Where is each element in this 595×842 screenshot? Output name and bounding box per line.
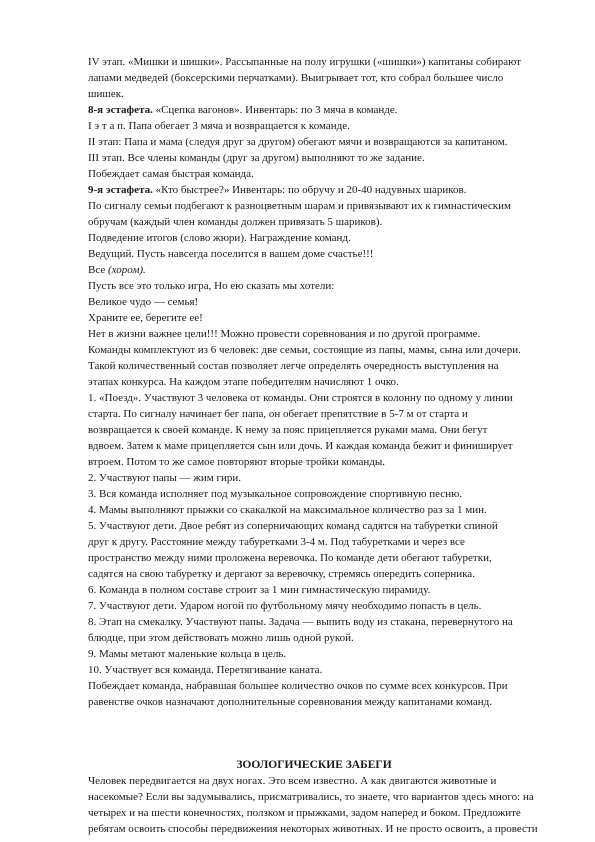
text-line xyxy=(88,230,540,246)
line-text: Подведение итогов (слово жюри). Награждение команд. xyxy=(88,232,351,244)
line-text: пространство между ними проложена веревочка. По команде дети обегают табуретки, xyxy=(88,552,492,564)
text-line xyxy=(88,630,540,646)
line-text: 2. Участвуют папы — жим гири. xyxy=(88,472,241,484)
line-text: ребятам освоить способы передвижения некоторых животных. И не просто освоить, а провести xyxy=(88,823,538,835)
text-line xyxy=(88,150,540,166)
line-text: равенстве очков назначают дополнительные соревнования между капитанами команд. xyxy=(88,696,493,708)
text-line xyxy=(88,438,540,454)
text-line xyxy=(88,470,540,486)
text-line xyxy=(88,374,540,390)
line-text: шишек. xyxy=(88,88,124,100)
text-line xyxy=(88,86,540,102)
line-text: 8. Этап на смекалку. Участвуют папы. Задача — выпить воду из стакана, перевернутого на xyxy=(88,616,513,628)
line-text: садятся на свою табуретку и дергают за веревочку, стремясь опередить соперника. xyxy=(88,568,475,580)
line-text: III этап. Все члены команды (друг за другом) выполняют то же задание. xyxy=(88,152,425,164)
line-text: Храните ее, берегите ее! xyxy=(88,312,203,324)
text-line xyxy=(88,486,540,502)
text-line xyxy=(88,422,540,438)
text-line xyxy=(88,54,540,70)
text-line xyxy=(88,773,540,789)
line-text: вдвоем. Затем к маме прицепляется сын или дочь. И каждая команда бежит и финиширует xyxy=(88,440,513,452)
text-line xyxy=(88,390,540,406)
line-text: Ведущий. Пусть навсегда поселится в вашем доме счастье!!! xyxy=(88,248,374,260)
line-text: четырех и на шести конечностях, ползком и прыжками, задом наперед и боком. Предложите xyxy=(88,807,521,819)
line-text: Команды комплектуют из 6 человек: две семьи, состоящие из папы, мамы, сына или дочери. xyxy=(88,344,521,356)
line-text: лапами медведей (боксерскими перчатками). Выигрывает тот, кто собрал большее число xyxy=(88,72,504,84)
line-text: Нет в жизни важнее цели!!! Можно провести соревнования и по другой программе. xyxy=(88,328,481,340)
text-line xyxy=(88,534,540,550)
text-line xyxy=(88,582,540,598)
line-text: втроем. Потом то же самое повторяют вторые тройки команды. xyxy=(88,456,385,468)
text-line xyxy=(88,694,540,710)
line-text: 1. «Поезд». Участвуют 3 человека от команды. Они строятся в колонну по одному у линии xyxy=(88,392,513,404)
line-text: «Кто быстрее?» Инвентарь: по обручу и 20-40 надувных шариков. xyxy=(152,184,467,196)
text-line xyxy=(88,294,540,310)
line-text: блюдце, при этом действовать можно лишь одной рукой. xyxy=(88,632,354,644)
line-text: старта. По сигналу начинает бег папа, он обегает препятствие в 5-7 м от старта и xyxy=(88,408,468,420)
relay-heading: 9-я эстафета. xyxy=(88,184,153,196)
text-line xyxy=(88,166,540,182)
line-text: 6. Команда в полном составе строит за 1 мин гимнастическую пирамиду. xyxy=(88,584,431,596)
section-title: ЗООЛОГИЧЕСКИЕ ЗАБЕГИ xyxy=(236,759,392,771)
text-line xyxy=(88,310,540,326)
text-line xyxy=(88,614,540,630)
text-line xyxy=(88,326,540,342)
text-line xyxy=(88,518,540,534)
line-text: II этап: Папа и мама (следуя друг за другом) обегают мячи и возвращаются за капитаном. xyxy=(88,136,508,148)
line-text: Все xyxy=(88,264,108,276)
text-line xyxy=(88,502,540,518)
text-line xyxy=(88,566,540,582)
line-text: Великое чудо — семья! xyxy=(88,296,199,308)
text-line xyxy=(88,358,540,374)
text-line xyxy=(88,278,540,294)
text-line xyxy=(88,598,540,614)
line-text: возвращается к своей команде. К нему за пояс прицепляется руками мама. Они бегут xyxy=(88,424,488,436)
relay-heading: 8-я эстафета. xyxy=(88,104,153,116)
text-line xyxy=(88,805,540,821)
line-text: 3. Вся команда исполняет под музыкальное сопровождение спортивную песню. xyxy=(88,488,463,500)
line-text: «Сцепка вагонов». Инвентарь: по 3 мяча в команде. xyxy=(152,104,398,116)
section-spacer xyxy=(88,710,540,757)
line-text: I э т а п. Папа обегает 3 мяча и возвращается к команде. xyxy=(88,120,350,132)
text-line xyxy=(88,550,540,566)
text-line xyxy=(88,262,540,278)
text-line xyxy=(88,102,540,118)
text-line xyxy=(88,342,540,358)
text-line xyxy=(88,134,540,150)
document-page xyxy=(88,54,540,837)
line-text: Такой количественный состав позволяет легче определять очередность выступления на xyxy=(88,360,499,372)
document-body-bottom xyxy=(88,773,540,837)
text-line xyxy=(88,198,540,214)
line-text: 7. Участвуют дети. Ударом ногой по футбольному мячу необходимо попасть в цель. xyxy=(88,600,482,612)
document-body-top xyxy=(88,54,540,710)
line-text: 5. Участвуют дети. Двое ребят из соперничающих команд садятся на табуретки спиной xyxy=(88,520,498,532)
text-line xyxy=(88,246,540,262)
line-text: 4. Мамы выполняют прыжки со скакалкой на максимальное количество раз за 1 мин. xyxy=(88,504,487,516)
line-text: IV этап. «Мишки и шишки». Рассыпанные на полу игрушки («шишки») капитаны собирают xyxy=(88,56,521,68)
text-line xyxy=(88,662,540,678)
line-text: 10. Участвует вся команда. Перетягивание каната. xyxy=(88,664,323,676)
text-line xyxy=(88,821,540,837)
line-text: Человек передвигается на двух ногах. Это всем известно. А как двигаются животные и xyxy=(88,775,497,787)
line-text: 9. Мамы метают маленькие кольца в цель. xyxy=(88,648,287,660)
text-line xyxy=(88,678,540,694)
italic-remark: (хором). xyxy=(108,264,146,276)
text-line xyxy=(88,182,540,198)
line-text: Побеждает самая быстрая команда. xyxy=(88,168,254,180)
line-text: друг к другу. Расстояние между табуретками 3-4 м. Под табуретками и через все xyxy=(88,536,465,548)
line-text: Пусть все это только игра, Но ею сказать мы хотели: xyxy=(88,280,335,292)
text-line xyxy=(88,118,540,134)
line-text: По сигналу семьи подбегают к разноцветным шарам и привязывают их к гимнастическим xyxy=(88,200,511,212)
line-text: насекомые? Если вы задумывались, присматривались, то знаете, что вариантов здесь много: на xyxy=(88,791,534,803)
text-line xyxy=(88,454,540,470)
text-line xyxy=(88,789,540,805)
text-line xyxy=(88,406,540,422)
line-text: Побеждает команда, набравшая большее количество очков по сумме всех конкурсов. При xyxy=(88,680,508,692)
text-line xyxy=(88,646,540,662)
line-text: обручам (каждый член команды должен привязать 5 шариков). xyxy=(88,216,383,228)
text-line xyxy=(88,70,540,86)
line-text: этапах конкурса. На каждом этапе победителям начисляют 1 очко. xyxy=(88,376,399,388)
text-line xyxy=(88,214,540,230)
